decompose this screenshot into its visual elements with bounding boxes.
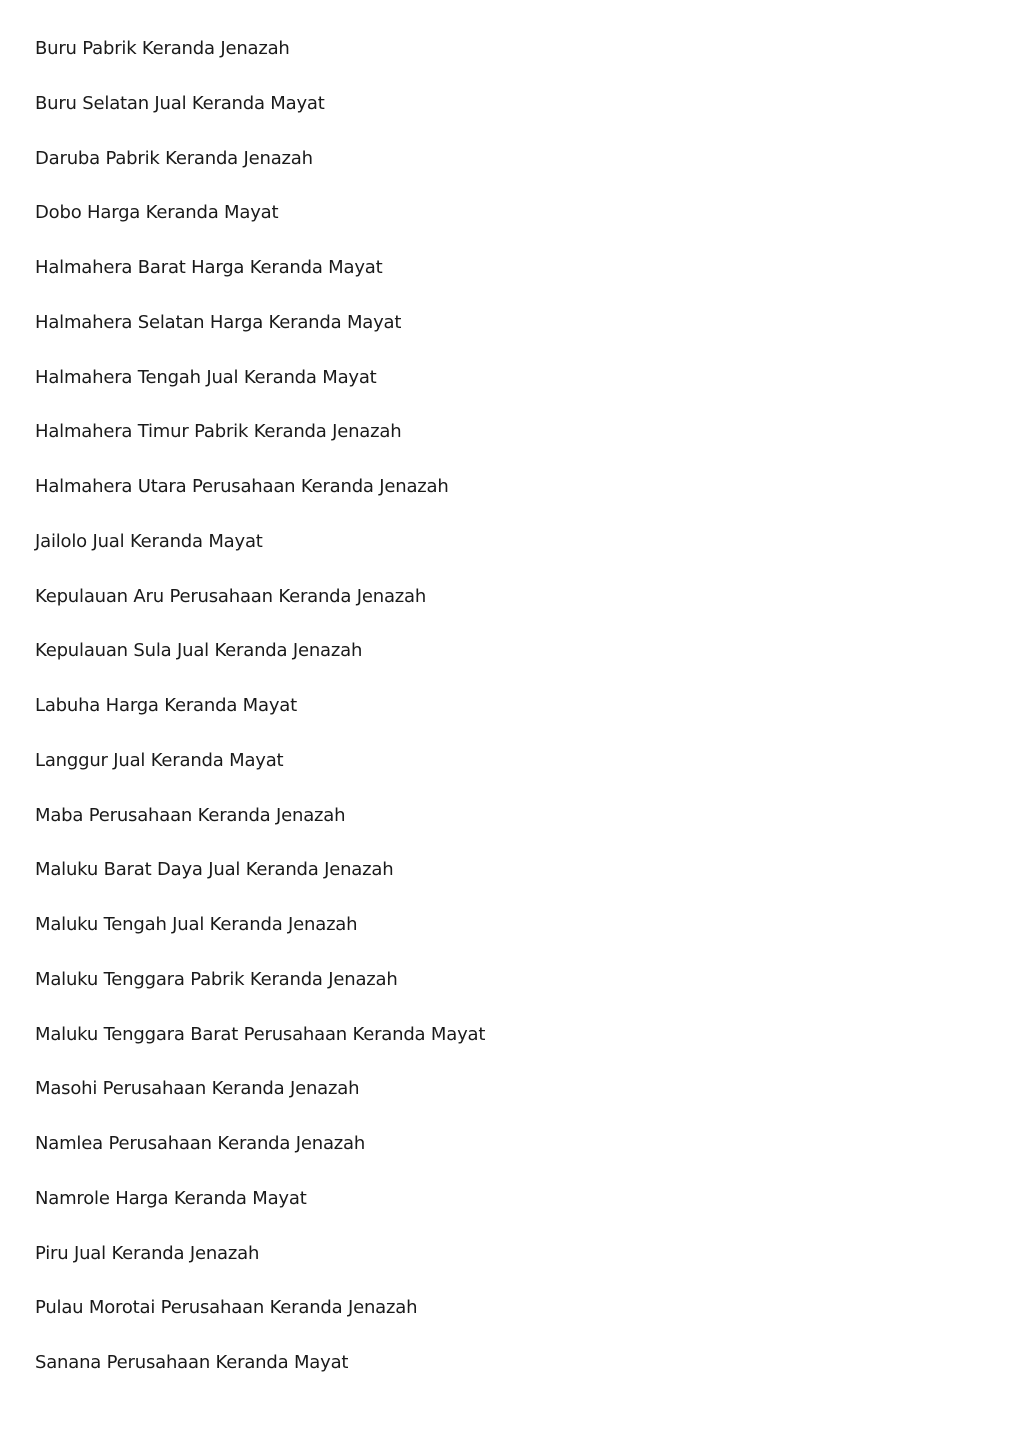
link-halmahera-selatan-harga-keranda-mayat[interactable]: Halmahera Selatan Harga Keranda Mayat [35,311,402,333]
list-item [35,201,485,256]
list-item [35,585,485,640]
list-item [35,804,485,859]
link-daruba-pabrik-keranda-jenazah[interactable]: Daruba Pabrik Keranda Jenazah [35,147,313,169]
list-item [35,475,485,530]
link-maluku-tengah-jual-keranda-jenazah[interactable]: Maluku Tengah Jual Keranda Jenazah [35,914,358,935]
link-buru-selatan-jual-keranda-mayat[interactable]: Buru Selatan Jual Keranda Mayat [35,92,325,114]
list-item [35,858,485,913]
list-item [35,256,485,311]
link-dobo-harga-keranda-mayat[interactable]: Dobo Harga Keranda Mayat [35,202,279,224]
link-maluku-tenggara-barat-perusahaan-keranda-mayat[interactable]: Maluku Tenggara Barat Perusahaan Keranda Mayat [35,1023,486,1045]
link-namlea-perusahaan-keranda-jenazah[interactable]: Namlea Perusahaan Keranda Jenazah [35,1133,366,1154]
link-jailolo-jual-keranda-mayat[interactable]: Jailolo Jual Keranda Mayat [35,530,263,552]
list-item [35,530,485,585]
link-kepulauan-aru-perusahaan-keranda-jenazah[interactable]: Kepulauan Aru Perusahaan Keranda Jenazah [35,585,427,607]
link-halmahera-barat-harga-keranda-mayat[interactable]: Halmahera Barat Harga Keranda Mayat [35,257,383,278]
link-halmahera-tengah-jual-keranda-mayat[interactable]: Halmahera Tengah Jual Keranda Mayat [35,366,377,388]
list-item [35,1296,485,1351]
link-masohi-perusahaan-keranda-jenazah[interactable]: Masohi Perusahaan Keranda Jenazah [35,1078,360,1100]
link-sanana-perusahaan-keranda-mayat[interactable]: Sanana Perusahaan Keranda Mayat [35,1352,349,1373]
list-item [35,1242,485,1297]
link-maba-perusahaan-keranda-jenazah[interactable]: Maba Perusahaan Keranda Jenazah [35,804,346,826]
link-labuha-harga-keranda-mayat[interactable]: Labuha Harga Keranda Mayat [35,695,297,716]
list-item [35,913,485,968]
link-maluku-tenggara-pabrik-keranda-jenazah[interactable]: Maluku Tenggara Pabrik Keranda Jenazah [35,968,398,990]
link-langgur-jual-keranda-mayat[interactable]: Langgur Jual Keranda Mayat [35,749,284,771]
list-item [35,1351,485,1406]
link-piru-jual-keranda-jenazah[interactable]: Piru Jual Keranda Jenazah [35,1242,260,1264]
list-item [35,366,485,421]
list-item [35,1132,485,1187]
list-item [35,1187,485,1242]
list-item [35,1023,485,1078]
link-halmahera-utara-perusahaan-keranda-jenazah[interactable]: Halmahera Utara Perusahaan Keranda Jenazah [35,476,449,497]
list-item [35,1077,485,1132]
list-item [35,311,485,366]
list-item [35,37,485,92]
link-namrole-harga-keranda-mayat[interactable]: Namrole Harga Keranda Mayat [35,1187,307,1209]
link-maluku-barat-daya-jual-keranda-jenazah[interactable]: Maluku Barat Daya Jual Keranda Jenazah [35,859,394,881]
link-list [35,37,485,1406]
link-buru-pabrik-keranda-jenazah[interactable]: Buru Pabrik Keranda Jenazah [35,38,290,59]
list-item [35,92,485,147]
list-item [35,694,485,749]
link-halmahera-timur-pabrik-keranda-jenazah[interactable]: Halmahera Timur Pabrik Keranda Jenazah [35,421,402,443]
list-item [35,749,485,804]
list-item [35,420,485,475]
link-kepulauan-sula-jual-keranda-jenazah[interactable]: Kepulauan Sula Jual Keranda Jenazah [35,640,363,662]
list-item [35,147,485,202]
list-item [35,639,485,694]
list-item [35,968,485,1023]
link-pulau-morotai-perusahaan-keranda-jenazah[interactable]: Pulau Morotai Perusahaan Keranda Jenazah [35,1297,418,1319]
